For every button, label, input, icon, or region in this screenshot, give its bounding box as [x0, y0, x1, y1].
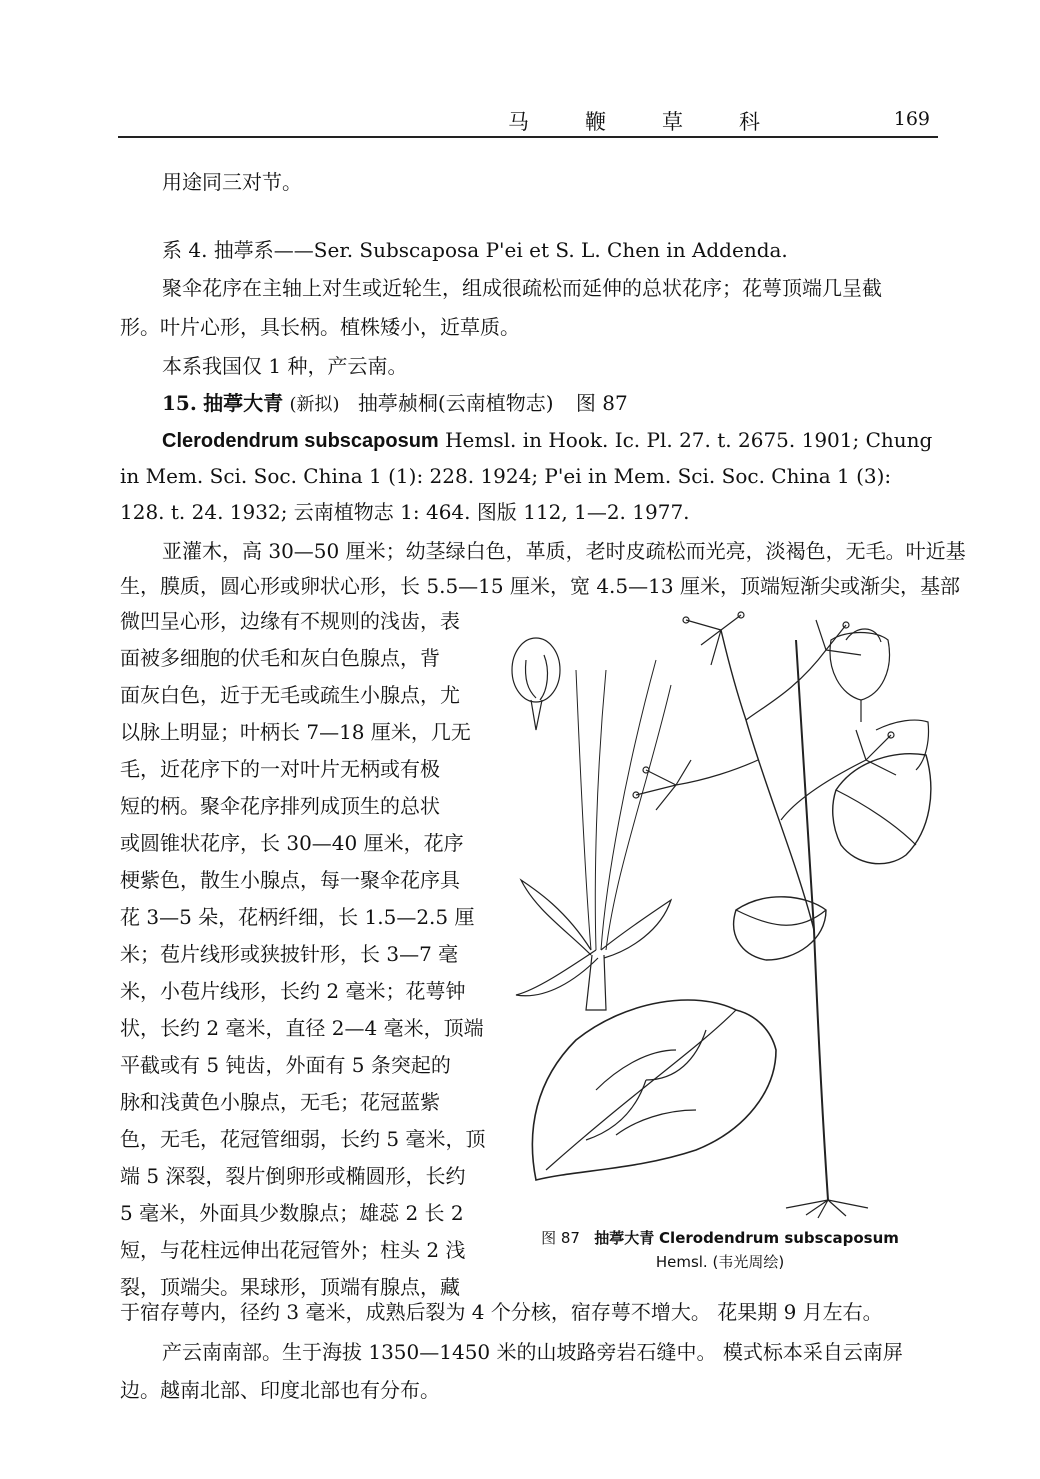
description-line: 短，与花柱远伸出花冠管外；柱头 2 浅	[120, 1238, 466, 1262]
citation-text: Hemsl. in Hook. Ic. Pl. 27. t. 2675. 1901; Chung	[445, 428, 933, 452]
series-heading: 系 4. 抽葶系——Ser. Subscaposa P'ei et S. L. Chen in Addenda.	[162, 238, 788, 262]
series-distribution: 本系我国仅 1 种，产云南。	[162, 354, 408, 378]
description-line: 短的柄。聚伞花序排列成顶生的总状	[120, 794, 440, 818]
paragraph-usage: 用途同三对节。	[162, 170, 302, 194]
description-line: 状，长约 2 毫米，直径 2—4 毫米，顶端	[120, 1016, 484, 1040]
family-title: 马鞭草科	[508, 110, 816, 134]
habitat-line: 边。越南北部、印度北部也有分布。	[120, 1378, 440, 1402]
habitat-line: 产云南南部。生于海拔 1350—1450 米的山坡路旁岩石缝中。 模式标本采自云南屏	[162, 1340, 903, 1364]
description-line: 于宿存萼内，径约 3 毫米，成熟后裂为 4 个分核，宿存萼不增大。 花果期 9 月左右。	[120, 1300, 883, 1324]
species-heading	[162, 385, 628, 423]
description-line: 面灰白色，近于无毛或疏生小腺点，尤	[120, 683, 460, 707]
citation-line: 128. t. 24. 1932; 云南植物志 1: 464. 图版 112, 1—2. 1977.	[120, 500, 690, 524]
description-line: 或圆锥状花序，长 30—40 厘米，花序	[120, 831, 464, 855]
description-line: 米；苞片线形或狭披针形，长 3—7 毫	[120, 942, 459, 966]
species-latin-name: Clerodendrum subscaposum	[162, 430, 439, 452]
species-name: 抽葶大青	[203, 391, 284, 415]
species-new-name: (新拟)	[289, 394, 340, 415]
running-head	[118, 106, 938, 138]
description-line: 裂，顶端尖。果球形，顶端有腺点，藏	[120, 1275, 460, 1299]
description-line: 亚灌木，高 30—50 厘米；幼茎绿白色，革质，老时皮疏松而光亮，淡褐色，无毛。叶近基	[162, 539, 966, 563]
description-line: 梗紫色，散生小腺点，每一聚伞花序具	[120, 868, 460, 892]
species-figure-ref: 图 87	[575, 391, 628, 415]
figure-caption-latin: Clerodendrum subscaposum	[659, 1229, 899, 1247]
figure-caption-line-2: Hemsl. (韦光周绘)	[655, 1253, 785, 1271]
series-description-line: 形。叶片心形，具长柄。植株矮小，近草质。	[120, 315, 520, 339]
description-line: 毛，近花序下的一对叶片无柄或有极	[120, 757, 440, 781]
description-line: 脉和浅黄色小腺点，无毛；花冠蓝紫	[120, 1090, 440, 1114]
description-line: 微凹呈心形，边缘有不规则的浅齿，表	[120, 609, 460, 633]
description-line: 米，小苞片线形，长约 2 毫米；花萼钟	[120, 979, 466, 1003]
citation-line	[162, 422, 932, 459]
description-line: 花 3—5 朵，花柄纤细，长 1.5—2.5 厘	[120, 905, 475, 929]
figure-caption-cn: 抽葶大青	[594, 1229, 655, 1247]
species-alt-name: 抽葶赪桐(云南植物志)	[357, 391, 554, 415]
series-description-line: 聚伞花序在主轴上对生或近轮生，组成很疏松而延伸的总状花序；花萼顶端几呈截	[162, 276, 882, 300]
description-line: 5 毫米，外面具少数腺点；雄蕊 2 长 2	[120, 1201, 464, 1225]
description-line: 面被多细胞的伏毛和灰白色腺点，背	[120, 646, 440, 670]
plant-illustration	[496, 610, 936, 1220]
figure-caption-line-1	[500, 1226, 940, 1250]
figure-caption	[500, 1226, 940, 1274]
citation-line: in Mem. Sci. Soc. China 1 (1): 228. 1924; P'ei in Mem. Sci. Soc. China 1 (3):	[120, 464, 892, 488]
description-line: 生，膜质，圆心形或卵状心形，长 5.5—15 厘米，宽 4.5—13 厘米，顶端短渐尖或渐尖，基部	[120, 574, 960, 598]
description-line: 色，无毛，花冠管细弱，长约 5 毫米，顶	[120, 1127, 486, 1151]
figure-caption-label: 图 87	[541, 1229, 580, 1247]
description-line: 平截或有 5 钝齿，外面有 5 条突起的	[120, 1053, 451, 1077]
page-number: 169	[893, 108, 930, 130]
description-line: 以脉上明显；叶柄长 7—18 厘米，几无	[120, 720, 471, 744]
species-number: 15.	[162, 391, 197, 415]
description-line: 端 5 深裂，裂片倒卵形或椭圆形，长约	[120, 1164, 466, 1188]
